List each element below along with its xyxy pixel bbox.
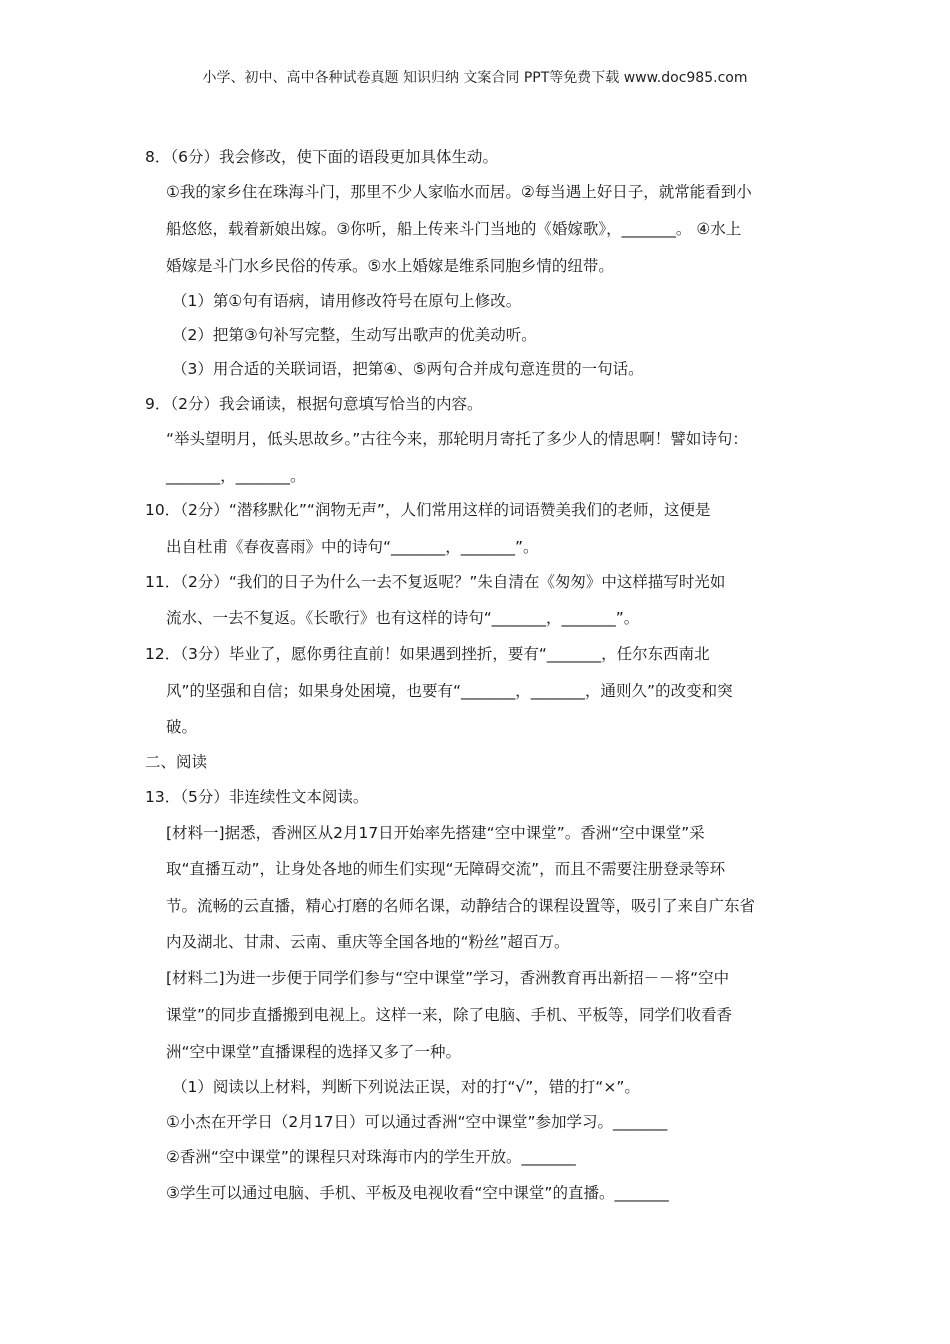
material-2-line-2: 课堂”的同步直播搬到电视上。这样一来，除了电脑、手机、平板等，同学们收看香 xyxy=(166,1006,733,1024)
question-9-text-line-2: _______，_______。 xyxy=(166,467,306,485)
material-1-line-3: 节。流畅的云直播，精心打磨的名师名课，动静结合的课程设置等，吸引了来自广东省 xyxy=(166,897,756,915)
question-8-sub-3: （3）用合适的关联词语，把第④、⑤两句合并成句意连贯的一句话。 xyxy=(172,360,644,378)
material-1-line-1: [材料一]据悉，香洲区从2月17日开始率先搭建“空中课堂”。香洲“空中课堂”采 xyxy=(166,824,705,842)
question-8-passage-line-1: ①我的家乡住在珠海斗门，那里不少人家临水而居。②每当遇上好日子，就常能看到小 xyxy=(166,183,752,201)
question-11-line-2: 流水、一去不复返。《长歌行》也有这样的诗句“_______，_______”。 xyxy=(166,609,640,627)
question-9-text-line-1: “举头望明月，低头思故乡。”古往今来，那轮明月寄托了多少人的情思啊！譬如诗句： xyxy=(166,430,748,448)
question-8-sub-1: （1）第①句有语病，请用修改符号在原句上修改。 xyxy=(172,292,522,310)
question-12-line-3: 破。 xyxy=(166,718,198,736)
question-10-line-1: 10．（2分）“潜移默化”“润物无声”，人们常用这样的词语赞美我们的老师，这便是 xyxy=(145,501,711,519)
question-10-line-2: 出自杜甫《春夜喜雨》中的诗句“_______，_______”。 xyxy=(166,538,539,556)
question-12-line-2: 风”的坚强和自信；如果身处困境，也要有“_______，_______，通则久”的改变和突 xyxy=(166,682,733,700)
judgment-item-1: ①小杰在开学日（2月17日）可以通过香洲“空中课堂”参加学习。_______ xyxy=(166,1113,668,1131)
material-2-line-1: [材料二]为进一步便于同学们参与“空中课堂”学习，香洲教育再出新招－－将“空中 xyxy=(166,969,730,987)
question-9-title: 9．（2分）我会诵读，根据句意填写恰当的内容。 xyxy=(145,395,483,413)
material-1-line-4: 内及湖北、甘肃、云南、重庆等全国各地的“粉丝”超百万。 xyxy=(166,933,570,951)
section-heading-reading: 二、阅读 xyxy=(145,753,208,771)
judgment-item-2: ②香洲“空中课堂”的课程只对珠海市内的学生开放。_______ xyxy=(166,1148,576,1166)
judgment-item-3: ③学生可以通过电脑、手机、平板及电视收看“空中课堂”的直播。_______ xyxy=(166,1184,669,1202)
question-11-line-1: 11．（2分）“我们的日子为什么一去不复返呢？”朱自清在《匆匆》中这样描写时光如 xyxy=(145,573,726,591)
question-12-line-1: 12．（3分）毕业了，愿你勇往直前！如果遇到挫折，要有“_______，任尔东西南北 xyxy=(145,645,710,663)
page-header: 小学、初中、高中各种试卷真题 知识归纳 文案合同 PPT等免费下载 www.doc985.com xyxy=(202,70,748,86)
question-8-passage-line-2: 船悠悠，载着新娘出嫁。③你听，船上传来斗门当地的《婚嫁歌》，_______。 ④水上 xyxy=(166,220,742,238)
question-8-passage-line-3: 婚嫁是斗门水乡民俗的传承。⑤水上婚嫁是维系同胞乡情的纽带。 xyxy=(166,257,614,275)
material-2-line-3: 洲“空中课堂”直播课程的选择又多了一种。 xyxy=(166,1043,462,1061)
question-8-title: 8．（6分）我会修改，使下面的语段更加具体生动。 xyxy=(145,148,498,166)
question-13-sub-1: （1）阅读以上材料，判断下列说法正误，对的打“√”，错的打“×”。 xyxy=(172,1078,640,1096)
material-1-line-2: 取“直播互动”，让身处各地的师生们实现“无障碍交流”，而且不需要注册登录等环 xyxy=(166,860,726,878)
question-8-sub-2: （2）把第③句补写完整，生动写出歌声的优美动听。 xyxy=(172,326,537,344)
question-13-title: 13．（5分）非连续性文本阅读。 xyxy=(145,788,369,806)
